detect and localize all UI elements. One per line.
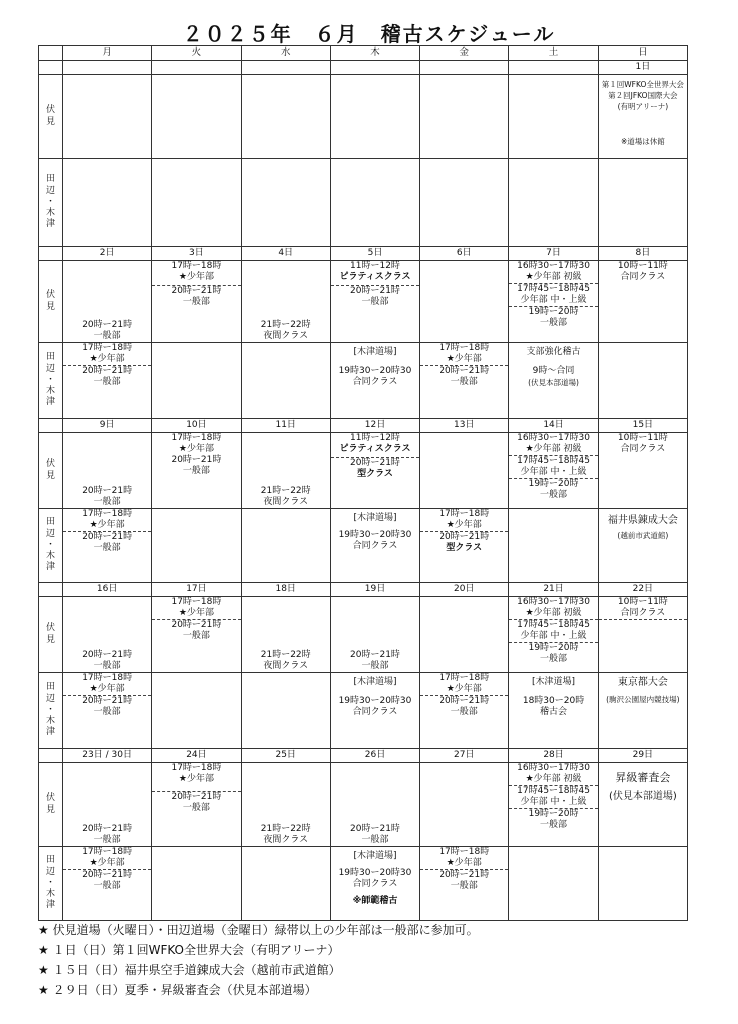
schedule-cell — [420, 763, 509, 847]
schedule-cell: 17時ー18時 ★少年部 20時ー21時 一般部 — [152, 763, 241, 847]
schedule-cell — [241, 343, 330, 419]
tanabe-row-week2 — [39, 343, 688, 419]
date-cell: 10日 — [152, 419, 241, 433]
location-fushimi: 伏 見 — [39, 75, 63, 159]
date-cell: 5日 — [330, 247, 419, 261]
date-cell: 20日 — [420, 583, 509, 597]
fushimi-row-week4 — [39, 597, 688, 673]
schedule-cell — [509, 847, 598, 921]
schedule-cell — [241, 75, 330, 159]
date-cell: 27日 — [420, 749, 509, 763]
location-fushimi: 伏 見 — [39, 261, 63, 343]
date-cell: 25日 — [241, 749, 330, 763]
schedule-cell — [63, 159, 152, 247]
schedule-cell: [木津道場] 19時30ー20時30 合同クラス — [330, 509, 419, 583]
date-row-week1 — [39, 61, 688, 75]
schedule-cell — [241, 847, 330, 921]
date-cell: 26日 — [330, 749, 419, 763]
date-cell: 17日 — [152, 583, 241, 597]
schedule-cell: 17時ー18時 ★少年部 20時ー21時 一般部 — [420, 343, 509, 419]
schedule-cell — [509, 159, 598, 247]
schedule-cell — [152, 159, 241, 247]
date-row-week5 — [39, 749, 688, 763]
schedule-cell: 17時ー18時 ★少年部 20時ー21時 一般部 — [420, 847, 509, 921]
date-cell: 9日 — [63, 419, 152, 433]
date-cell: 16日 — [63, 583, 152, 597]
schedule-cell: [木津道場] 19時30ー20時30 合同クラス ※師範稽古 — [330, 847, 419, 921]
date-empty — [39, 419, 63, 433]
location-tanabe: 田 辺 ・ 木 津 — [39, 159, 63, 247]
date-cell: 15日 — [598, 419, 687, 433]
schedule-cell: 17時ー18時 ★少年部 20時ー21時 一般部 — [152, 433, 241, 509]
date-empty — [39, 247, 63, 261]
date-row-week2 — [39, 247, 688, 261]
schedule-cell: [木津道場] 19時30ー20時30 合同クラス — [330, 343, 419, 419]
schedule-cell: 21時ー22時 夜間クラス — [241, 261, 330, 343]
date-cell: 4日 — [241, 247, 330, 261]
schedule-cell — [330, 159, 419, 247]
date-cell: 12日 — [330, 419, 419, 433]
fushimi-row-week3 — [39, 433, 688, 509]
closed-notice: ※道場は休館 — [620, 137, 665, 146]
schedule-cell: 10時ー11時 合同クラス — [598, 597, 687, 673]
location-fushimi: 伏 見 — [39, 763, 63, 847]
weekday-tue: 火 — [152, 46, 241, 61]
schedule-cell — [152, 343, 241, 419]
schedule-cell — [241, 159, 330, 247]
schedule-cell: 福井県錬成大会 (越前市武道館) — [598, 509, 687, 583]
weekday-fri: 金 — [420, 46, 509, 61]
schedule-cell: 17時ー18時 ★少年部 20時ー21時 一般部 — [152, 261, 241, 343]
date-cell — [63, 61, 152, 75]
location-tanabe: 田 辺 ・ 木 津 — [39, 343, 63, 419]
date-row-week4 — [39, 583, 688, 597]
schedule-cell — [241, 673, 330, 749]
schedule-cell — [241, 509, 330, 583]
location-tanabe: 田 辺 ・ 木 津 — [39, 509, 63, 583]
schedule-cell — [152, 509, 241, 583]
schedule-cell — [420, 597, 509, 673]
schedule-cell: 17時ー18時 ★少年部 20時ー21時 一般部 — [63, 847, 152, 921]
schedule-cell: 東京都大会 (駒沢公園屋内競技場) — [598, 673, 687, 749]
schedule-cell — [420, 75, 509, 159]
weekday-sun: 日 — [598, 46, 687, 61]
schedule-cell: 支部強化稽古 9時〜合同 (伏見本部道場) — [509, 343, 598, 419]
schedule-cell: 11時ー12時 ピラティスクラス 20時ー21時 型クラス — [330, 433, 419, 509]
date-cell: 8日 — [598, 247, 687, 261]
weekday-wed: 水 — [241, 46, 330, 61]
schedule-cell: 17時ー18時 ★少年部 20時ー21時 一般部 — [63, 343, 152, 419]
page-title: ２０２５年 ６月 稽古スケジュール — [182, 22, 556, 46]
schedule-cell: 17時ー18時 ★少年部 20時ー21時 一般部 — [152, 597, 241, 673]
date-cell — [509, 61, 598, 75]
fushimi-row-week5 — [39, 763, 688, 847]
schedule-cell: 20時ー21時 一般部 — [330, 763, 419, 847]
date-cell: 3日 — [152, 247, 241, 261]
schedule-cell: [木津道場] 18時30ー20時 稽古会 — [509, 673, 598, 749]
tanabe-row-week3 — [39, 509, 688, 583]
schedule-cell: 昇級審査会 (伏見本部道場) — [598, 763, 687, 847]
date-cell: 22日 — [598, 583, 687, 597]
tanabe-row-week4 — [39, 673, 688, 749]
schedule-cell — [63, 75, 152, 159]
schedule-cell: 20時ー21時 一般部 — [330, 597, 419, 673]
schedule-cell: [木津道場] 19時30ー20時30 合同クラス — [330, 673, 419, 749]
schedule-cell: 16時30ー17時30 ★少年部 初級 17時45ー18時45 少年部 中・上級 19時ー20時 一般部 — [509, 763, 598, 847]
date-cell: 2日 — [63, 247, 152, 261]
date-cell: 21日 — [509, 583, 598, 597]
schedule-table — [38, 45, 688, 921]
event-venue: (有明アリーナ) — [617, 102, 669, 111]
schedule-cell — [598, 343, 687, 419]
date-cell — [420, 61, 509, 75]
schedule-cell — [330, 75, 419, 159]
schedule-cell: 20時ー21時 一般部 — [63, 261, 152, 343]
schedule-cell — [598, 159, 687, 247]
date-row-week3 — [39, 419, 688, 433]
date-cell — [241, 61, 330, 75]
fushimi-row-week2 — [39, 261, 688, 343]
schedule-cell: 16時30ー17時30 ★少年部 初級 17時45ー18時45 少年部 中・上級 19時ー20時 一般部 — [509, 597, 598, 673]
schedule-cell — [420, 261, 509, 343]
location-tanabe: 田 辺 ・ 木 津 — [39, 673, 63, 749]
tanabe-row-week1 — [39, 159, 688, 247]
date-cell — [152, 61, 241, 75]
footer-note: ★ 伏見道場（火曜日）・田辺道場（金曜日）緑帯以上の少年部は一般部に参加可。 — [38, 923, 479, 937]
schedule-cell: 20時ー21時 一般部 — [63, 597, 152, 673]
date-cell: 23日 / 30日 — [63, 749, 152, 763]
date-cell: 6日 — [420, 247, 509, 261]
location-fushimi: 伏 見 — [39, 433, 63, 509]
schedule-cell: 10時ー11時 合同クラス — [598, 261, 687, 343]
schedule-cell: 21時ー22時 夜間クラス — [241, 763, 330, 847]
fushimi-row-week1 — [39, 75, 688, 159]
schedule-cell: 17時ー18時 ★少年部 20時ー21時 型クラス — [420, 509, 509, 583]
schedule-cell: 17時ー18時 ★少年部 20時ー21時 一般部 — [63, 673, 152, 749]
date-empty — [39, 583, 63, 597]
schedule-cell: 16時30ー17時30 ★少年部 初級 17時45ー18時45 少年部 中・上級 19時ー20時 一般部 — [509, 433, 598, 509]
schedule-cell — [420, 159, 509, 247]
date-cell: 28日 — [509, 749, 598, 763]
location-fushimi: 伏 見 — [39, 597, 63, 673]
weekday-thu: 木 — [330, 46, 419, 61]
schedule-cell: 20時ー21時 一般部 — [63, 763, 152, 847]
weekday-mon: 月 — [63, 46, 152, 61]
schedule-cell — [152, 75, 241, 159]
date-cell: 19日 — [330, 583, 419, 597]
schedule-cell — [152, 847, 241, 921]
schedule-cell: 21時ー22時 夜間クラス — [241, 597, 330, 673]
date-cell: 29日 — [598, 749, 687, 763]
footer-note: ★ １日（日）第１回WFKO全世界大会（有明アリーナ） — [38, 943, 340, 957]
weekday-header-row — [39, 46, 688, 61]
schedule-cell: 17時ー18時 ★少年部 20時ー21時 一般部 — [420, 673, 509, 749]
date-cell: 11日 — [241, 419, 330, 433]
event-name: 第２回JFKO国際大会 — [608, 91, 678, 100]
date-cell: 13日 — [420, 419, 509, 433]
date-empty — [39, 61, 63, 75]
date-cell: 14日 — [509, 419, 598, 433]
event-name: 第１回WFKO全世界大会 — [601, 80, 684, 89]
footer-note: ★ １５日（日）福井県空手道錬成大会（越前市武道館） — [38, 963, 341, 977]
schedule-cell: 21時ー22時 夜間クラス — [241, 433, 330, 509]
schedule-cell — [152, 673, 241, 749]
footer-note: ★ ２９日（日）夏季・昇級審査会（伏見本部道場） — [38, 983, 317, 997]
schedule-cell — [598, 75, 687, 159]
date-empty — [39, 749, 63, 763]
date-cell: 1日 — [598, 61, 687, 75]
date-cell — [330, 61, 419, 75]
schedule-cell: 20時ー21時 一般部 — [63, 433, 152, 509]
schedule-cell: 16時30ー17時30 ★少年部 初級 17時45ー18時45 少年部 中・上級 19時ー20時 一般部 — [509, 261, 598, 343]
tanabe-row-week5 — [39, 847, 688, 921]
schedule-cell: 11時ー12時 ピラティスクラス 20時ー21時 一般部 — [330, 261, 419, 343]
date-cell: 24日 — [152, 749, 241, 763]
date-cell: 7日 — [509, 247, 598, 261]
location-tanabe: 田 辺 ・ 木 津 — [39, 847, 63, 921]
header-empty — [39, 46, 63, 61]
schedule-cell: 10時ー11時 合同クラス — [598, 433, 687, 509]
date-cell: 18日 — [241, 583, 330, 597]
schedule-cell — [420, 433, 509, 509]
schedule-cell — [598, 847, 687, 921]
schedule-cell: 17時ー18時 ★少年部 20時ー21時 一般部 — [63, 509, 152, 583]
schedule-cell — [509, 75, 598, 159]
schedule-cell — [509, 509, 598, 583]
weekday-sat: 土 — [509, 46, 598, 61]
footer-notes — [38, 920, 479, 1000]
